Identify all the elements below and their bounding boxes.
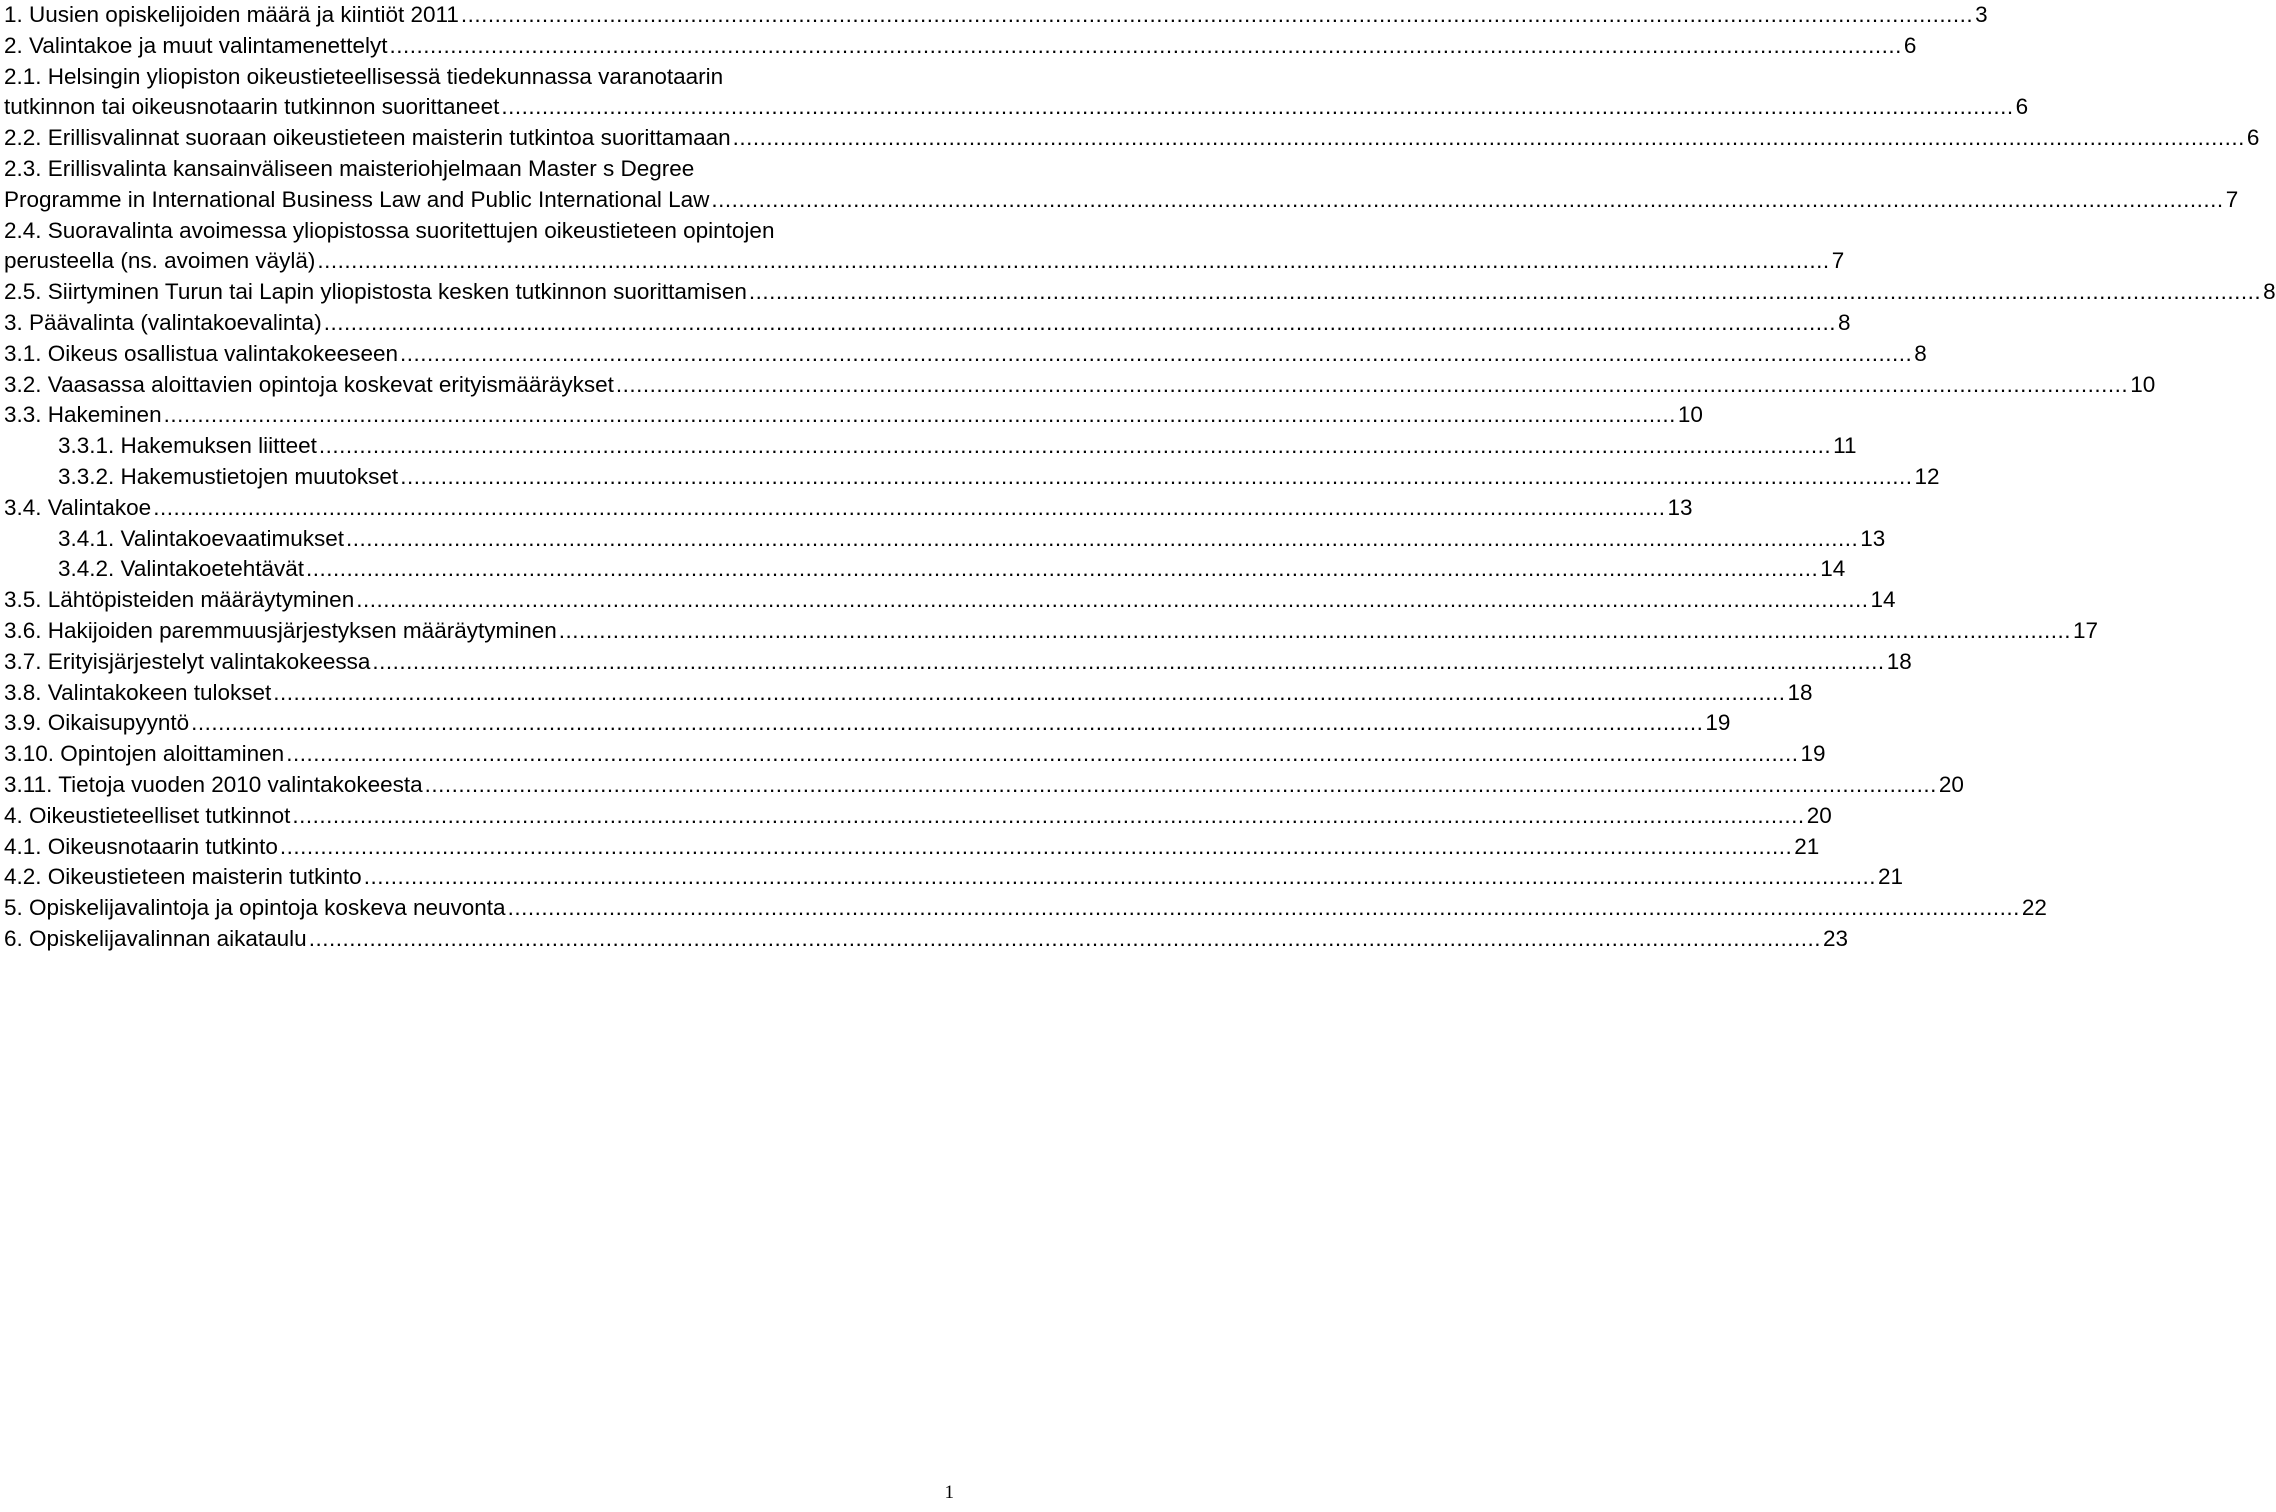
toc-entry-page: 19	[1705, 710, 1731, 736]
toc-entry-page: 8	[1914, 340, 1927, 366]
toc-leader	[317, 246, 1829, 277]
toc-entry-first-line[interactable]: 2.4. Suoravalinta avoimessa yliopistossa suoritettujen oikeustieteen opintojen	[4, 217, 775, 243]
toc-subentry[interactable]	[4, 462, 1940, 493]
table-of-contents	[4, 0, 2276, 955]
toc-leader	[400, 339, 1912, 370]
toc-entry[interactable]	[4, 31, 1917, 62]
toc-entry-page: 18	[1787, 679, 1813, 705]
toc-entry[interactable]	[4, 739, 1826, 770]
toc-entry[interactable]	[4, 92, 2029, 123]
toc-subentry[interactable]	[4, 431, 1857, 462]
toc-leader	[733, 123, 2245, 154]
toc-entry[interactable]	[4, 400, 1703, 431]
toc-leader	[153, 493, 1665, 524]
toc-entry[interactable]	[4, 370, 2156, 401]
toc-entry-page: 13	[1860, 525, 1886, 551]
toc-entry-page: 7	[2225, 186, 2239, 212]
toc-entry-title: 3.3. Hakeminen	[4, 402, 162, 428]
toc-entry-page: 8	[1837, 309, 1851, 335]
toc-leader	[309, 924, 1821, 955]
toc-leader	[372, 647, 1884, 678]
toc-entry-title: 3.10. Opintojen aloittaminen	[4, 741, 285, 767]
toc-entry-title: 3.11. Tietoja vuoden 2010 valintakokeesta	[4, 771, 423, 797]
toc-entry[interactable]	[4, 862, 1903, 893]
toc-leader	[749, 277, 2261, 308]
toc-entry-page: 11	[1833, 433, 1857, 459]
toc-entry-title: Programme in International Business Law and Public International Law	[4, 186, 710, 212]
toc-subentry[interactable]	[4, 554, 1846, 585]
toc-entry[interactable]	[4, 308, 1851, 339]
toc-leader	[390, 31, 1902, 62]
toc-entry[interactable]	[4, 801, 1832, 832]
toc-entry[interactable]	[4, 924, 1848, 955]
toc-entry[interactable]	[4, 493, 1693, 524]
toc-leader	[280, 832, 1792, 863]
toc-entry-title: 3.1. Oikeus osallistua valintakokeeseen	[4, 340, 398, 366]
toc-leader	[616, 370, 2128, 401]
toc-entry-page: 21	[1877, 864, 1903, 890]
toc-entry-title: 3.7. Erityisjärjestelyt valintakokeessa	[4, 648, 371, 674]
toc-leader	[292, 801, 1804, 832]
toc-entry[interactable]	[4, 678, 1813, 709]
toc-entry-title: 3.4.2. Valintakoetehtävät	[58, 556, 305, 582]
toc-leader	[711, 185, 2223, 216]
toc-entry-title: 3.6. Hakijoiden paremmuusjärjestyksen määräytyminen	[4, 617, 557, 643]
toc-entry-page: 20	[1938, 771, 1964, 797]
toc-entry-page: 7	[1831, 248, 1845, 274]
toc-entry[interactable]	[4, 246, 1845, 277]
toc-entry-first-line[interactable]: 2.3. Erillisvalinta kansainväliseen maisteriohjelmaan Master s Degree	[4, 155, 695, 181]
toc-entry-page: 6	[2015, 94, 2029, 120]
toc-leader	[286, 739, 1798, 770]
toc-entry-page: 10	[2130, 371, 2156, 397]
toc-leader	[164, 400, 1676, 431]
toc-entry-title: 3.2. Vaasassa aloittavien opintoja koskevat erityismääräykset	[4, 371, 614, 397]
toc-entry-title: perusteella (ns. avoimen väylä)	[4, 248, 316, 274]
toc-entry-page: 13	[1667, 494, 1693, 520]
toc-leader	[425, 770, 1937, 801]
toc-entry-title: 3.3.2. Hakemustietojen muutokset	[58, 463, 399, 489]
toc-entry-title: 3. Päävalinta (valintakoevalinta)	[4, 309, 322, 335]
toc-leader	[324, 308, 1836, 339]
toc-entry-page: 6	[1903, 32, 1917, 58]
toc-entry-page: 23	[1822, 925, 1848, 951]
toc-leader	[273, 678, 1785, 709]
toc-leader	[319, 431, 1831, 462]
toc-leader	[559, 616, 2071, 647]
toc-entry[interactable]	[4, 585, 1896, 616]
toc-entry-page: 17	[2073, 617, 2099, 643]
toc-entry-title: 3.9. Oikaisupyyntö	[4, 710, 190, 736]
toc-entry[interactable]	[4, 0, 1988, 31]
toc-leader	[364, 862, 1876, 893]
toc-entry-title: 3.5. Lähtöpisteiden määräytyminen	[4, 587, 355, 613]
toc-entry[interactable]	[4, 708, 1731, 739]
toc-entry[interactable]	[4, 185, 2239, 216]
toc-entry-title: 5. Opiskelijavalintoja ja opintoja koskeva neuvonta	[4, 895, 506, 921]
toc-entry-title: 2.5. Siirtyminen Turun tai Lapin yliopistosta kesken tutkinnon suorittamisen	[4, 279, 747, 305]
toc-entry[interactable]	[4, 647, 1912, 678]
toc-entry-page: 19	[1800, 741, 1826, 767]
toc-leader	[356, 585, 1868, 616]
toc-leader	[508, 893, 2020, 924]
toc-entry[interactable]	[4, 893, 2047, 924]
toc-entry-title: 6. Opiskelijavalinnan aikataulu	[4, 925, 307, 951]
toc-entry[interactable]	[4, 616, 2099, 647]
toc-leader	[501, 92, 2013, 123]
toc-entry-page: 10	[1677, 402, 1703, 428]
toc-entry-page: 3	[1975, 2, 1988, 27]
toc-subentry[interactable]	[4, 524, 1886, 555]
toc-entry-page: 14	[1820, 556, 1846, 582]
toc-leader	[306, 554, 1818, 585]
toc-entry-title: 3.4. Valintakoe	[4, 494, 152, 520]
toc-entry-page: 14	[1870, 587, 1896, 613]
toc-leader	[346, 524, 1858, 555]
toc-entry[interactable]	[4, 770, 1964, 801]
toc-entry-page: 12	[1914, 463, 1940, 489]
toc-entry-page: 8	[2263, 279, 2276, 305]
toc-entry-title: 4. Oikeustieteelliset tutkinnot	[4, 802, 291, 828]
toc-entry-first-line[interactable]: 2.1. Helsingin yliopiston oikeustieteellisessä tiedekunnassa varanotaarin	[4, 63, 724, 89]
toc-entry-page: 21	[1794, 833, 1820, 859]
toc-entry[interactable]	[4, 123, 2260, 154]
toc-entry-title: 1. Uusien opiskelijoiden määrä ja kiintiöt 2011	[4, 2, 459, 27]
toc-entry-title: tutkinnon tai oikeusnotaarin tutkinnon suorittaneet	[4, 94, 500, 120]
toc-entry-title: 2.2. Erillisvalinnat suoraan oikeustieteen maisterin tutkintoa suorittamaan	[4, 125, 731, 151]
toc-entry-title: 3.3.1. Hakemuksen liitteet	[58, 433, 317, 459]
toc-entry-page: 6	[2246, 125, 2260, 151]
toc-entry-page: 18	[1886, 648, 1912, 674]
toc-leader	[400, 462, 1912, 493]
toc-entry-title: 3.8. Valintakokeen tulokset	[4, 679, 272, 705]
toc-entry-title: 4.1. Oikeusnotaarin tutkinto	[4, 833, 278, 859]
toc-entry-title: 4.2. Oikeustieteen maisterin tutkinto	[4, 864, 362, 890]
page-number: 1	[944, 1482, 954, 1503]
toc-entry-title: 2. Valintakoe ja muut valintamenettelyt	[4, 32, 388, 58]
toc-leader	[191, 708, 1703, 739]
toc-entry[interactable]	[4, 832, 1820, 863]
toc-entry[interactable]	[4, 277, 2276, 308]
toc-entry-page: 22	[2021, 895, 2047, 921]
toc-leader	[461, 0, 1973, 31]
toc-entry[interactable]	[4, 339, 1927, 370]
toc-entry-page: 20	[1806, 802, 1832, 828]
toc-entry-title: 3.4.1. Valintakoevaatimukset	[58, 525, 344, 551]
